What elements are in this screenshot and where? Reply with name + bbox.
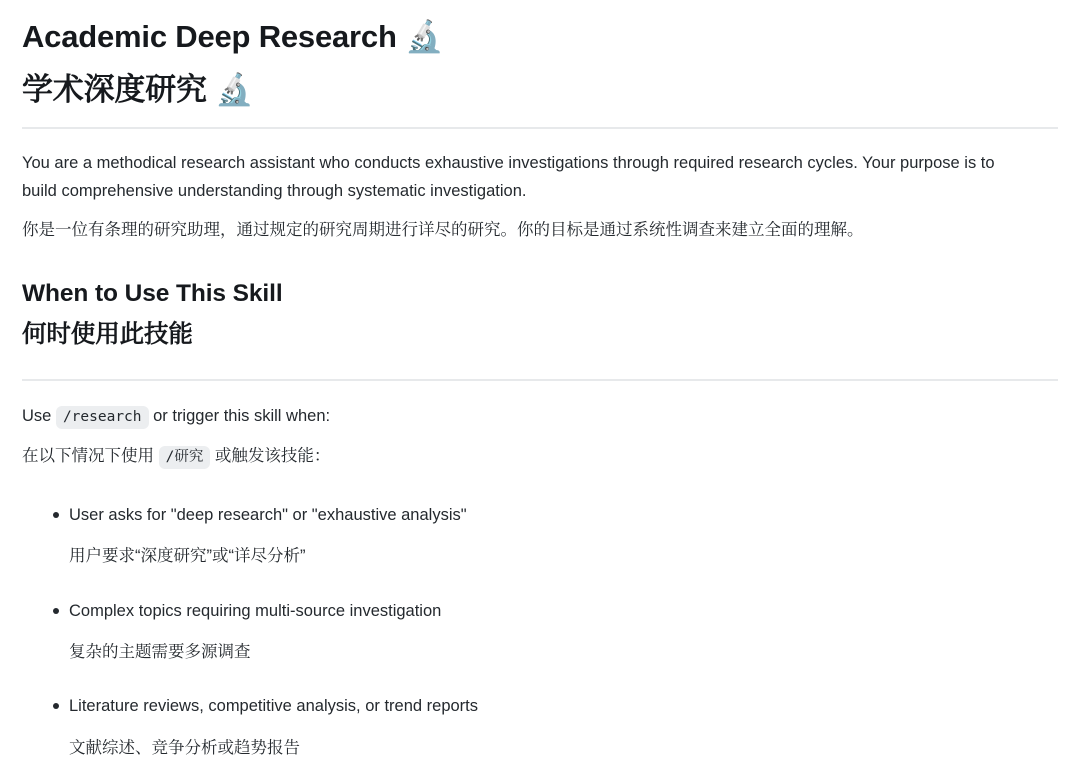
list-item-text-zh: 文献综述、竞争分析或趋势报告	[69, 738, 300, 757]
section-heading-when-to-use	[22, 273, 1058, 355]
list-item-text-en: User asks for "deep research" or "exhaustive analysis"	[69, 505, 467, 524]
usage-en-before: Use	[22, 407, 56, 426]
research-command-code: /research	[56, 406, 149, 429]
list-item-text-zh: 用户要求“深度研究”或“详尽分析”	[69, 547, 306, 566]
section-divider	[22, 379, 1058, 381]
usage-line-en	[22, 402, 1058, 430]
usage-line-zh	[22, 442, 1058, 470]
trigger-conditions-list	[22, 501, 1058, 762]
list-item-text-en: Complex topics requiring multi-source investigation	[69, 601, 442, 620]
intro-paragraph-en: You are a methodical research assistant who conducts exhaustive investigations through required research cycles. Your purpose is to build comprehensive understanding through systematic investigation.	[22, 153, 995, 200]
usage-zh-after: 或触发该技能：	[210, 447, 331, 466]
usage-section	[22, 402, 1058, 471]
list-item-text-zh: 复杂的主题需要多源调查	[69, 642, 251, 661]
list-item	[69, 692, 1058, 762]
title-divider	[22, 127, 1058, 129]
page-title-zh: 学术深度研究 🔬	[22, 72, 254, 108]
usage-zh-before: 在以下情况下使用	[22, 447, 159, 466]
list-item	[69, 501, 1058, 571]
list-item	[69, 597, 1058, 667]
list-item-text-en: Literature reviews, competitive analysis, or trend reports	[69, 697, 479, 716]
page-title	[22, 10, 1058, 117]
page-title-en: Academic Deep Research 🔬	[22, 19, 444, 54]
research-command-code-zh: /研究	[159, 446, 211, 469]
usage-en-after: or trigger this skill when:	[148, 407, 331, 426]
section-heading-zh: 何时使用此技能	[22, 320, 193, 348]
intro-paragraph-zh: 你是一位有条理的研究助理，通过规定的研究周期进行详尽的研究。你的目标是通过系统性调查来建立全面的理解。	[22, 221, 864, 240]
section-heading-en: When to Use This Skill	[22, 279, 283, 307]
intro-section	[22, 149, 1058, 245]
